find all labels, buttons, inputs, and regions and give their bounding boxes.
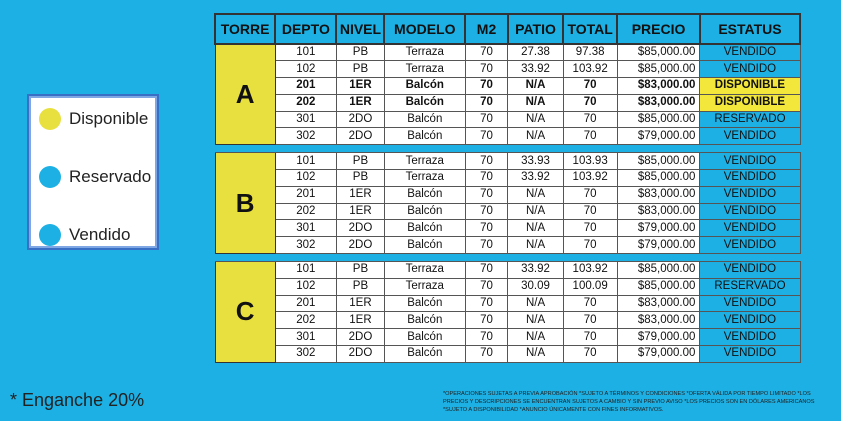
cell-patio: N/A <box>508 295 563 312</box>
cell-nivel: PB <box>336 44 384 61</box>
cell-patio: N/A <box>508 329 563 346</box>
cell-total: 70 <box>563 237 617 254</box>
cell-estatus: RESERVADO <box>700 111 800 128</box>
cell-patio: 33.93 <box>508 153 563 170</box>
cell-patio: 30.09 <box>508 278 563 295</box>
cell-precio: $83,000.00 <box>617 78 700 95</box>
cell-modelo: Terraza <box>384 44 465 61</box>
cell-patio: N/A <box>508 203 563 220</box>
cell-estatus: VENDIDO <box>700 153 800 170</box>
table-row <box>215 44 800 61</box>
cell-precio: $79,000.00 <box>617 346 700 363</box>
column-header: TOTAL <box>563 14 617 44</box>
cell-depto: 102 <box>275 278 336 295</box>
disponible-dot-icon <box>39 108 61 130</box>
cell-depto: 301 <box>275 111 336 128</box>
cell-nivel: 2DO <box>336 237 384 254</box>
cell-total: 100.09 <box>563 278 617 295</box>
cell-total: 70 <box>563 78 617 95</box>
cell-depto: 202 <box>275 203 336 220</box>
cell-total: 103.92 <box>563 61 617 78</box>
cell-nivel: 2DO <box>336 329 384 346</box>
cell-estatus: RESERVADO <box>700 278 800 295</box>
cell-modelo: Balcón <box>384 237 465 254</box>
cell-m2: 70 <box>465 78 508 95</box>
table-row <box>215 278 800 295</box>
cell-precio: $83,000.00 <box>617 295 700 312</box>
cell-nivel: PB <box>336 278 384 295</box>
cell-nivel: 1ER <box>336 186 384 203</box>
table-row <box>215 237 800 254</box>
cell-m2: 70 <box>465 128 508 145</box>
table-row <box>215 186 800 203</box>
column-header: M2 <box>465 14 508 44</box>
cell-depto: 302 <box>275 237 336 254</box>
column-header: TORRE <box>215 14 275 44</box>
cell-patio: 33.92 <box>508 262 563 279</box>
cell-modelo: Balcón <box>384 78 465 95</box>
column-header: PATIO <box>508 14 563 44</box>
table-row <box>215 262 800 279</box>
cell-depto: 101 <box>275 44 336 61</box>
cell-patio: N/A <box>508 94 563 111</box>
cell-m2: 70 <box>465 94 508 111</box>
cell-patio: N/A <box>508 312 563 329</box>
table-row <box>215 295 800 312</box>
column-header: PRECIO <box>617 14 700 44</box>
cell-modelo: Balcón <box>384 94 465 111</box>
cell-precio: $83,000.00 <box>617 186 700 203</box>
cell-patio: N/A <box>508 346 563 363</box>
cell-patio: N/A <box>508 78 563 95</box>
cell-modelo: Balcón <box>384 329 465 346</box>
cell-precio: $83,000.00 <box>617 94 700 111</box>
cell-nivel: 1ER <box>336 78 384 95</box>
cell-estatus: VENDIDO <box>700 237 800 254</box>
table-row <box>215 203 800 220</box>
cell-depto: 302 <box>275 346 336 363</box>
cell-nivel: 2DO <box>336 128 384 145</box>
cell-nivel: 1ER <box>336 94 384 111</box>
cell-m2: 70 <box>465 44 508 61</box>
price-table-container <box>214 13 801 373</box>
cell-depto: 202 <box>275 312 336 329</box>
cell-precio: $85,000.00 <box>617 262 700 279</box>
cell-precio: $85,000.00 <box>617 278 700 295</box>
cell-modelo: Balcón <box>384 186 465 203</box>
cell-estatus: DISPONIBLE <box>700 94 800 111</box>
price-table <box>214 13 801 363</box>
cell-precio: $85,000.00 <box>617 61 700 78</box>
table-row <box>215 312 800 329</box>
cell-depto: 301 <box>275 220 336 237</box>
cell-patio: 27.38 <box>508 44 563 61</box>
cell-patio: 33.92 <box>508 170 563 187</box>
cell-depto: 102 <box>275 170 336 187</box>
cell-nivel: PB <box>336 153 384 170</box>
reservado-dot-icon <box>39 166 61 188</box>
separator-cell <box>215 145 800 153</box>
cell-modelo: Balcón <box>384 128 465 145</box>
cell-patio: N/A <box>508 220 563 237</box>
cell-nivel: PB <box>336 61 384 78</box>
cell-depto: 201 <box>275 186 336 203</box>
column-header: MODELO <box>384 14 465 44</box>
legend-item-vendido <box>39 224 130 246</box>
table-row <box>215 220 800 237</box>
table-row <box>215 329 800 346</box>
cell-total: 70 <box>563 128 617 145</box>
cell-nivel: 2DO <box>336 220 384 237</box>
cell-modelo: Terraza <box>384 262 465 279</box>
table-row <box>215 78 800 95</box>
cell-total: 70 <box>563 329 617 346</box>
cell-m2: 70 <box>465 111 508 128</box>
table-row <box>215 128 800 145</box>
disclaimer-fine-print: *OPERACIONES SUJETAS A PREVIA APROBACIÓN *SUJETO A TÉRMINOS Y CONDICIONES *OFERTA VÁLIDA POR TIEMPO LIMITADO *LOS PRECIOS Y DESCRIPCIONES SE ENCUENTRAN SUJETOS A CAMBIO Y SIN PREVIO AVISO *LOS PRECIOS SON EN DÓLARES AMERICANOS *SUJETO A DISPONIBILIDAD *ANUNCIO ÚNICAMENTE CON FINES INFORMATIVOS. <box>443 391 815 413</box>
cell-depto: 302 <box>275 128 336 145</box>
tower-separator <box>215 254 800 262</box>
cell-total: 70 <box>563 94 617 111</box>
cell-nivel: PB <box>336 262 384 279</box>
cell-nivel: 2DO <box>336 111 384 128</box>
table-row <box>215 61 800 78</box>
cell-nivel: 1ER <box>336 295 384 312</box>
cell-m2: 70 <box>465 170 508 187</box>
table-row <box>215 346 800 363</box>
cell-precio: $85,000.00 <box>617 153 700 170</box>
cell-m2: 70 <box>465 278 508 295</box>
cell-patio: N/A <box>508 237 563 254</box>
cell-precio: $79,000.00 <box>617 237 700 254</box>
cell-precio: $85,000.00 <box>617 44 700 61</box>
cell-modelo: Balcón <box>384 346 465 363</box>
cell-total: 70 <box>563 186 617 203</box>
column-header: DEPTO <box>275 14 336 44</box>
legend-label: Reservado <box>69 167 152 186</box>
cell-total: 103.93 <box>563 153 617 170</box>
table-row <box>215 94 800 111</box>
cell-total: 70 <box>563 220 617 237</box>
cell-precio: $83,000.00 <box>617 203 700 220</box>
cell-precio: $85,000.00 <box>617 111 700 128</box>
cell-m2: 70 <box>465 295 508 312</box>
separator-cell <box>215 254 800 262</box>
cell-m2: 70 <box>465 312 508 329</box>
cell-modelo: Terraza <box>384 170 465 187</box>
cell-modelo: Balcón <box>384 220 465 237</box>
cell-precio: $79,000.00 <box>617 128 700 145</box>
cell-nivel: 1ER <box>336 203 384 220</box>
tower-label: B <box>215 153 275 254</box>
column-header: ESTATUS <box>700 14 800 44</box>
cell-total: 70 <box>563 312 617 329</box>
cell-total: 70 <box>563 203 617 220</box>
tower-separator <box>215 145 800 153</box>
cell-estatus: VENDIDO <box>700 312 800 329</box>
column-header: NIVEL <box>336 14 384 44</box>
cell-total: 70 <box>563 346 617 363</box>
cell-nivel: 1ER <box>336 312 384 329</box>
cell-modelo: Terraza <box>384 153 465 170</box>
cell-total: 103.92 <box>563 170 617 187</box>
table-row <box>215 170 800 187</box>
cell-total: 103.92 <box>563 262 617 279</box>
cell-estatus: DISPONIBLE <box>700 78 800 95</box>
cell-estatus: VENDIDO <box>700 61 800 78</box>
cell-m2: 70 <box>465 220 508 237</box>
tower-label: A <box>215 44 275 145</box>
cell-total: 70 <box>563 295 617 312</box>
cell-m2: 70 <box>465 346 508 363</box>
table-row <box>215 153 800 170</box>
tower-label: C <box>215 262 275 363</box>
legend-label: Disponible <box>69 109 149 128</box>
cell-nivel: PB <box>336 170 384 187</box>
cell-modelo: Balcón <box>384 111 465 128</box>
cell-m2: 70 <box>465 61 508 78</box>
cell-estatus: VENDIDO <box>700 128 800 145</box>
cell-estatus: VENDIDO <box>700 44 800 61</box>
cell-patio: N/A <box>508 186 563 203</box>
cell-estatus: VENDIDO <box>700 203 800 220</box>
cell-modelo: Balcón <box>384 295 465 312</box>
legend-item-reservado <box>39 166 151 188</box>
cell-precio: $79,000.00 <box>617 329 700 346</box>
cell-m2: 70 <box>465 186 508 203</box>
cell-precio: $83,000.00 <box>617 312 700 329</box>
cell-estatus: VENDIDO <box>700 220 800 237</box>
cell-depto: 102 <box>275 61 336 78</box>
cell-estatus: VENDIDO <box>700 295 800 312</box>
cell-patio: 33.92 <box>508 61 563 78</box>
cell-m2: 70 <box>465 329 508 346</box>
cell-estatus: VENDIDO <box>700 262 800 279</box>
cell-nivel: 2DO <box>336 346 384 363</box>
cell-patio: N/A <box>508 128 563 145</box>
cell-depto: 101 <box>275 262 336 279</box>
cell-m2: 70 <box>465 237 508 254</box>
cell-depto: 301 <box>275 329 336 346</box>
cell-depto: 201 <box>275 295 336 312</box>
legend-label: Vendido <box>69 225 131 244</box>
cell-modelo: Terraza <box>384 278 465 295</box>
cell-depto: 101 <box>275 153 336 170</box>
enganche-note: * Enganche 20% <box>10 390 145 410</box>
cell-depto: 202 <box>275 94 336 111</box>
cell-estatus: VENDIDO <box>700 329 800 346</box>
cell-m2: 70 <box>465 153 508 170</box>
cell-depto: 201 <box>275 78 336 95</box>
cell-estatus: VENDIDO <box>700 170 800 187</box>
cell-estatus: VENDIDO <box>700 346 800 363</box>
vendido-dot-icon <box>39 224 61 246</box>
cell-modelo: Balcón <box>384 203 465 220</box>
cell-m2: 70 <box>465 262 508 279</box>
cell-precio: $79,000.00 <box>617 220 700 237</box>
cell-m2: 70 <box>465 203 508 220</box>
cell-modelo: Terraza <box>384 61 465 78</box>
cell-patio: N/A <box>508 111 563 128</box>
cell-estatus: VENDIDO <box>700 186 800 203</box>
cell-total: 97.38 <box>563 44 617 61</box>
cell-total: 70 <box>563 111 617 128</box>
cell-modelo: Balcón <box>384 312 465 329</box>
status-legend <box>27 94 159 250</box>
table-header-row <box>215 14 800 44</box>
legend-item-disponible <box>39 108 148 130</box>
cell-precio: $85,000.00 <box>617 170 700 187</box>
table-row <box>215 111 800 128</box>
